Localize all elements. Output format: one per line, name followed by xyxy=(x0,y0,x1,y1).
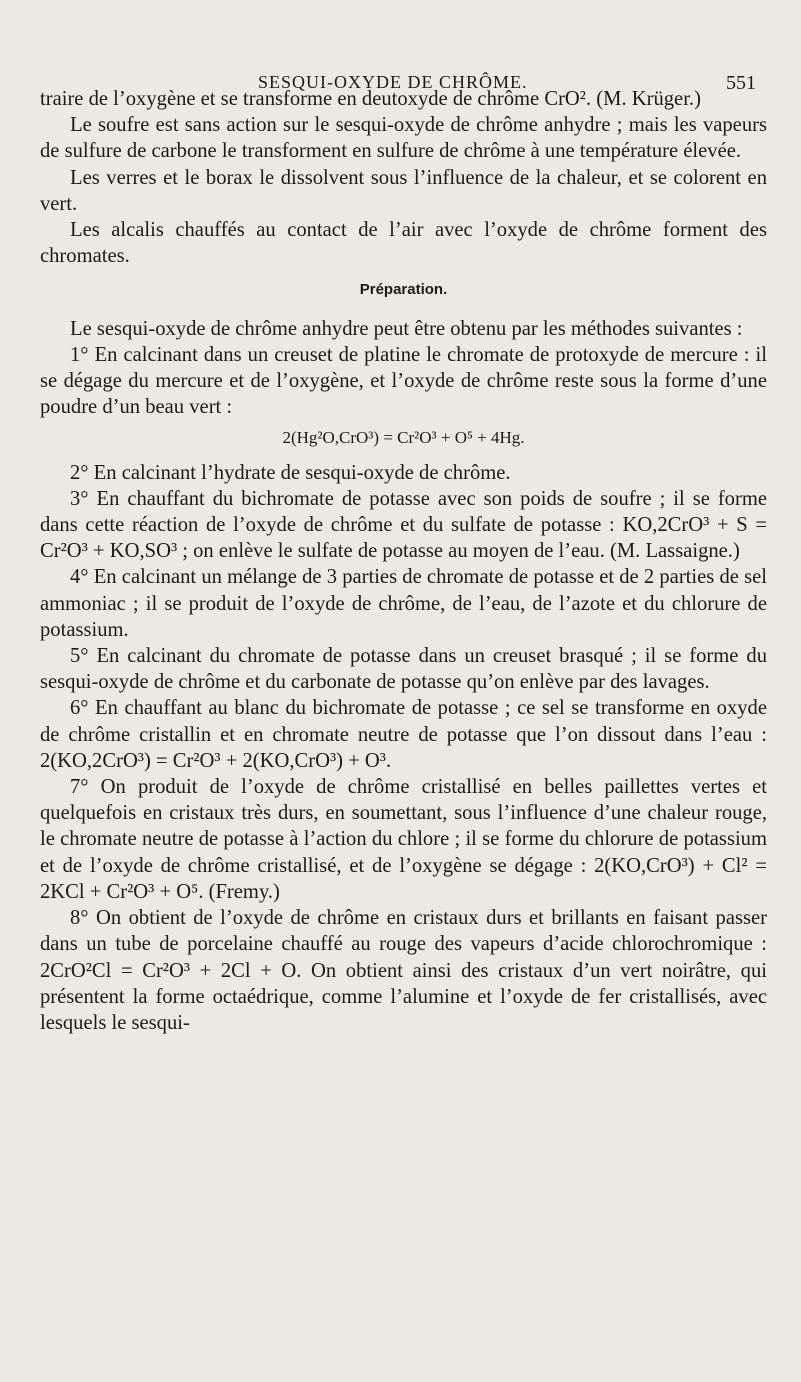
page-number: 551 xyxy=(726,72,756,94)
paragraph: 6° En chauffant au blanc du bichromate de potasse ; ce sel se transforme en oxyde de chrôme cristallin et en chromate neutre de potasse que l’on dissout dans l’eau : 2(KO,2CrO³) = Cr²O³ + 2(KO,CrO³) + O³. xyxy=(40,697,767,772)
paragraph: Les verres et le borax le dissolvent sous l’influence de la chaleur, et se colorent en vert. xyxy=(40,166,767,215)
section-title: Préparation. xyxy=(359,281,448,299)
paragraph: 7° On produit de l’oxyde de chrôme cristallisé en belles paillettes vertes et quelquefois en cristaux très durs, en soumettant, sous l’influence d’une chaleur rouge, le chromate neutre de potasse à l’action du chlore ; il se forme du chlorure de potassium et de l’oxyde de chrôme cristallisé, et de l’oxygène se dégage : 2(KO,CrO³) + Cl² = 2KCl + Cr²O³ + O⁵. (Fremy.) xyxy=(40,776,767,903)
body-text xyxy=(40,86,767,1036)
running-head: SESQUI-OXYDE DE CHRÔME. xyxy=(258,72,528,92)
paragraph: 8° On obtient de l’oxyde de chrôme en cristaux durs et brillants en faisant passer dans un tube de porcelaine chauffé au rouge des vapeurs d’acide chlorochromique : 2CrO²Cl = Cr²O³ + 2Cl + O. On obtient ainsi des cristaux d’un vert noirâtre, qui présentent la forme octaédrique, comme l’alumine et l’oxyde de fer cristallisés, avec lesquels le sesqui- xyxy=(40,907,767,1034)
chemical-equation: 2(Hg²O,CrO³) = Cr²O³ + O⁵ + 4Hg. xyxy=(282,428,525,448)
paragraph: 2° En calcinant l’hydrate de sesqui-oxyde de chrôme. xyxy=(70,461,511,484)
paragraph: 5° En calcinant du chromate de potasse dans un creuset brasqué ; il se forme du sesqui-oxyde de chrôme et du carbonate de potasse qu’on enlève par des lavages. xyxy=(40,645,767,694)
paragraph: 4° En calcinant un mélange de 3 parties de chromate de potasse et de 2 parties de sel ammoniac ; il se produit de l’oxyde de chrôme, de l’eau, de l’azote et du chlorure de potassium. xyxy=(40,566,767,641)
paragraph: 1° En calcinant dans un creuset de platine le chromate de protoxyde de mercure : il se dégage du mercure et de l’oxygène, et l’oxyde de chrôme reste sous la forme d’une poudre d’un beau vert : xyxy=(40,343,767,419)
paragraph: Le soufre est sans action sur le sesqui-oxyde de chrôme anhydre ; mais les vapeurs de sulfure de carbone le transforment en sulfure de chrôme à une température élevée. xyxy=(40,114,767,163)
paragraph: Le sesqui-oxyde de chrôme anhydre peut être obtenu par les méthodes suivantes : xyxy=(70,317,743,340)
paragraph: Les alcalis chauffés au contact de l’air avec l’oxyde de chrôme forment des chromates. xyxy=(40,219,767,268)
paragraph: 3° En chauffant du bichromate de potasse avec son poids de soufre ; il se forme dans cette réaction de l’oxyde de chrôme et du sulfate de potasse : KO,2CrO³ + S = Cr²O³ + KO,SO³ ; on enlève le sulfate de potasse au moyen de l’eau. (M. Lassaigne.) xyxy=(40,487,767,563)
paragraph: traire de l’oxygène et se transforme en deutoxyde de chrôme CrO². (M. Krüger.) xyxy=(40,88,701,110)
